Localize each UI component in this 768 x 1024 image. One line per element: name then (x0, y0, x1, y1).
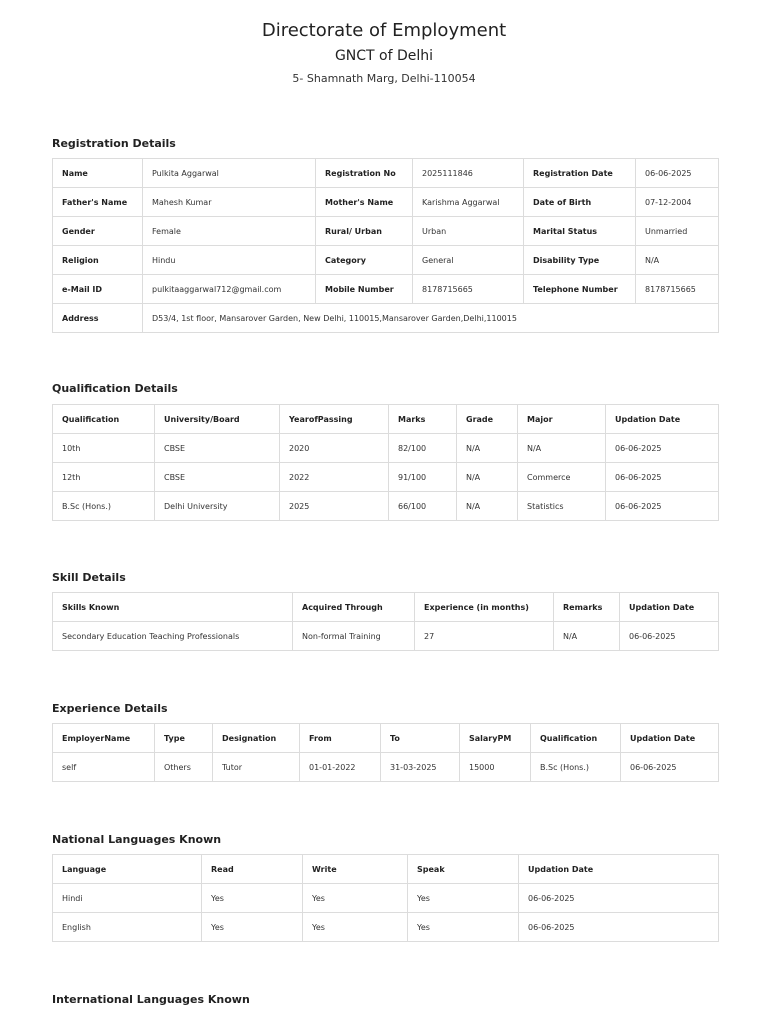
table-cell: 10th (53, 434, 155, 463)
table-cell: Statistics (518, 492, 606, 521)
table-cell: 2022 (280, 463, 389, 492)
table-cell: 06-06-2025 (620, 622, 719, 651)
column-header: Updation Date (621, 724, 719, 753)
registration-section-title: Registration Details (52, 137, 176, 150)
field-value: 07-12-2004 (636, 188, 719, 217)
national-languages-header-row (53, 855, 719, 884)
table-cell: N/A (457, 463, 518, 492)
table-cell: 2025 (280, 492, 389, 521)
field-value: Mahesh Kumar (143, 188, 316, 217)
international-languages-section-title: International Languages Known (52, 993, 250, 1006)
field-label: Father's Name (53, 188, 143, 217)
table-cell: Yes (202, 913, 303, 942)
table-cell: 2020 (280, 434, 389, 463)
table-cell: B.Sc (Hons.) (531, 753, 621, 782)
table-cell: 91/100 (389, 463, 457, 492)
registration-row (53, 275, 719, 304)
column-header: Write (303, 855, 408, 884)
column-header: Speak (408, 855, 519, 884)
field-label: Rural/ Urban (316, 217, 413, 246)
field-value: Hindu (143, 246, 316, 275)
table-cell: Yes (303, 913, 408, 942)
table-row (53, 492, 719, 521)
qualification-header-row (53, 405, 719, 434)
table-cell: 06-06-2025 (606, 492, 719, 521)
experience-table (52, 723, 719, 782)
table-cell: Yes (408, 884, 519, 913)
table-cell: Non-formal Training (293, 622, 415, 651)
field-label: Disability Type (524, 246, 636, 275)
column-header: Updation Date (519, 855, 719, 884)
column-header: EmployerName (53, 724, 155, 753)
column-header: Designation (213, 724, 300, 753)
column-header: Major (518, 405, 606, 434)
experience-section-title: Experience Details (52, 702, 168, 715)
table-cell: Others (155, 753, 213, 782)
field-label: Mobile Number (316, 275, 413, 304)
field-value: General (413, 246, 524, 275)
table-cell: Commerce (518, 463, 606, 492)
field-value: Unmarried (636, 217, 719, 246)
page-subtitle: GNCT of Delhi (334, 48, 434, 64)
skills-table-body (53, 622, 719, 651)
table-row (53, 884, 719, 913)
table-cell: 66/100 (389, 492, 457, 521)
registration-row (53, 159, 719, 188)
column-header: Read (202, 855, 303, 884)
skills-header-row (53, 593, 719, 622)
field-value: Karishma Aggarwal (413, 188, 524, 217)
field-value: 06-06-2025 (636, 159, 719, 188)
qualification-section-title: Qualification Details (52, 382, 178, 395)
registration-row (53, 217, 719, 246)
registration-row (53, 246, 719, 275)
field-label: Registration Date (524, 159, 636, 188)
table-row (53, 622, 719, 651)
field-label: Name (53, 159, 143, 188)
column-header: YearofPassing (280, 405, 389, 434)
table-row (53, 463, 719, 492)
national-languages-table (52, 854, 719, 942)
table-cell: N/A (554, 622, 620, 651)
table-row (53, 913, 719, 942)
field-label: Religion (53, 246, 143, 275)
column-header: Language (53, 855, 202, 884)
column-header: Type (155, 724, 213, 753)
field-value: 8178715665 (636, 275, 719, 304)
table-cell: 06-06-2025 (519, 884, 719, 913)
column-header: Marks (389, 405, 457, 434)
table-cell: N/A (518, 434, 606, 463)
qualification-table-body (53, 434, 719, 521)
column-header: Skills Known (53, 593, 293, 622)
table-cell: Secondary Education Teaching Professionals (53, 622, 293, 651)
table-cell: English (53, 913, 202, 942)
registration-table-body (53, 159, 719, 333)
field-label: Gender (53, 217, 143, 246)
registration-table (52, 158, 719, 333)
column-header: Updation Date (620, 593, 719, 622)
field-label: e-Mail ID (53, 275, 143, 304)
table-cell: Delhi University (155, 492, 280, 521)
column-header: Acquired Through (293, 593, 415, 622)
field-label: Category (316, 246, 413, 275)
table-cell: 27 (415, 622, 554, 651)
table-cell: 01-01-2022 (300, 753, 381, 782)
table-cell: Yes (408, 913, 519, 942)
address-value: D53/4, 1st floor, Mansarover Garden, New Delhi, 110015,Mansarover Garden,Delhi,110015 (143, 304, 719, 333)
experience-header-row (53, 724, 719, 753)
column-header: To (381, 724, 460, 753)
table-cell: Yes (303, 884, 408, 913)
table-cell: Hindi (53, 884, 202, 913)
field-label: Marital Status (524, 217, 636, 246)
qualification-table (52, 404, 719, 521)
table-cell: N/A (457, 492, 518, 521)
table-cell: 06-06-2025 (606, 434, 719, 463)
field-value: pulkitaaggarwal712@gmail.com (143, 275, 316, 304)
field-value: 8178715665 (413, 275, 524, 304)
column-header: SalaryPM (460, 724, 531, 753)
national-languages-section-title: National Languages Known (52, 833, 222, 846)
table-cell: CBSE (155, 434, 280, 463)
column-header: University/Board (155, 405, 280, 434)
field-value: Female (143, 217, 316, 246)
registration-row (53, 188, 719, 217)
column-header: Remarks (554, 593, 620, 622)
table-row (53, 753, 719, 782)
field-value: 2025111846 (413, 159, 524, 188)
skills-table (52, 592, 719, 651)
table-cell: CBSE (155, 463, 280, 492)
field-label: Registration No (316, 159, 413, 188)
column-header: Qualification (531, 724, 621, 753)
column-header: Updation Date (606, 405, 719, 434)
address-label: Address (53, 304, 143, 333)
table-cell: Tutor (213, 753, 300, 782)
national-languages-table-body (53, 884, 719, 942)
office-address: 5- Shamnath Marg, Delhi-110054 (292, 72, 476, 85)
field-value: Urban (413, 217, 524, 246)
column-header: Qualification (53, 405, 155, 434)
table-cell: B.Sc (Hons.) (53, 492, 155, 521)
experience-table-body (53, 753, 719, 782)
table-cell: 06-06-2025 (621, 753, 719, 782)
field-value: N/A (636, 246, 719, 275)
field-label: Telephone Number (524, 275, 636, 304)
table-cell: 06-06-2025 (606, 463, 719, 492)
registration-row-address (53, 304, 719, 333)
table-cell: Yes (202, 884, 303, 913)
table-cell: N/A (457, 434, 518, 463)
table-cell: 12th (53, 463, 155, 492)
field-label: Date of Birth (524, 188, 636, 217)
column-header: Experience (in months) (415, 593, 554, 622)
table-cell: self (53, 753, 155, 782)
table-cell: 82/100 (389, 434, 457, 463)
field-value: Pulkita Aggarwal (143, 159, 316, 188)
table-row (53, 434, 719, 463)
table-cell: 15000 (460, 753, 531, 782)
column-header: Grade (457, 405, 518, 434)
column-header: From (300, 724, 381, 753)
field-label: Mother's Name (316, 188, 413, 217)
skills-section-title: Skill Details (52, 571, 126, 584)
table-cell: 06-06-2025 (519, 913, 719, 942)
page-title: Directorate of Employment (261, 20, 507, 41)
table-cell: 31-03-2025 (381, 753, 460, 782)
